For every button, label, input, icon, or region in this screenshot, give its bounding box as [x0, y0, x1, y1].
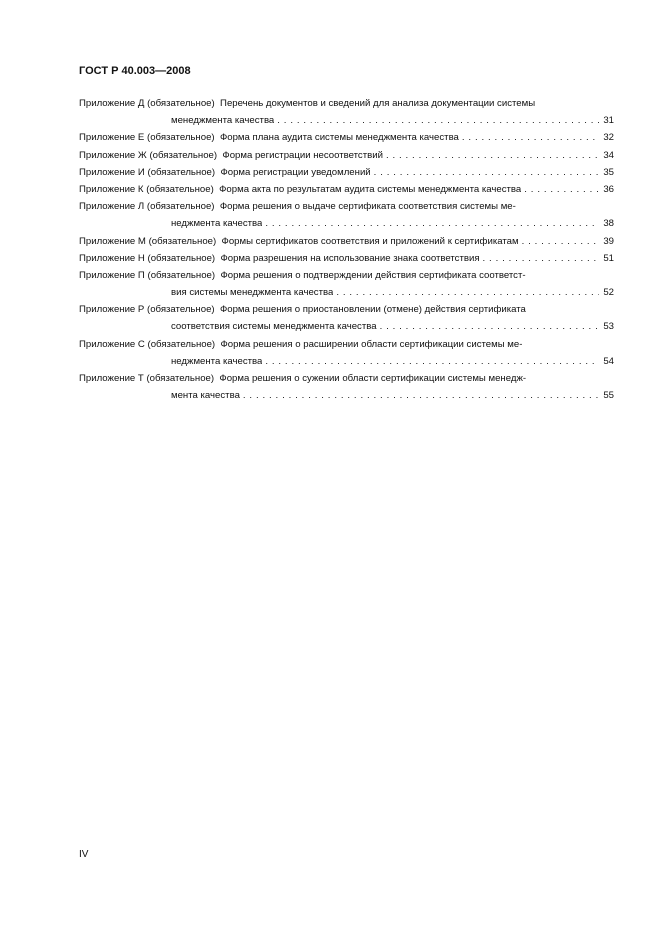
- toc-entry-line: [79, 370, 614, 387]
- dot-leader: [277, 112, 599, 129]
- toc-entry-title-continued: соответствия системы менеджмента качества: [171, 321, 377, 333]
- toc-entry: [79, 198, 614, 232]
- toc-entry-line: [79, 250, 614, 267]
- table-of-contents: [79, 95, 614, 404]
- toc-entry-text: [79, 336, 522, 353]
- toc-entry-line: [79, 336, 614, 353]
- toc-entry-title-continued: менеджмента качества: [171, 115, 275, 127]
- toc-entry-title-continued: неджмента качества: [171, 218, 263, 230]
- toc-entry: [79, 95, 614, 129]
- toc-entry: [79, 233, 614, 250]
- toc-entry-title: Форма акта по результатам аудита системы менеджмента качества: [219, 183, 522, 195]
- toc-page-number: 35: [603, 166, 614, 178]
- toc-entry: [79, 370, 614, 404]
- dot-leader: [265, 353, 599, 370]
- toc-entry-text: [79, 198, 516, 215]
- toc-page-number: 53: [603, 321, 614, 333]
- toc-page-number: 34: [603, 149, 614, 161]
- toc-entry: [79, 181, 614, 198]
- toc-entry-label: Приложение И (обязательное): [79, 166, 216, 178]
- toc-entry-text: [79, 129, 459, 146]
- toc-page-number: 54: [603, 355, 614, 367]
- toc-page-number: 36: [603, 183, 614, 195]
- dot-leader: [462, 129, 599, 146]
- toc-page-number: 32: [603, 132, 614, 144]
- toc-page-number: 39: [603, 235, 614, 247]
- dot-leader: [483, 250, 599, 267]
- toc-entry-label: Приложение М (обязательное): [79, 235, 217, 247]
- toc-page-number: 51: [603, 252, 614, 264]
- dot-leader: [265, 215, 599, 232]
- toc-entry-text: [79, 95, 535, 112]
- dot-leader: [336, 284, 599, 301]
- toc-entry: [79, 164, 614, 181]
- toc-entry-line: [79, 181, 614, 198]
- toc-entry-label: Приложение К (обязательное): [79, 183, 214, 195]
- toc-entry-title: Формы сертификатов соответствия и приложений к сертификатам: [221, 235, 519, 247]
- toc-entry-line: [79, 215, 614, 232]
- toc-page-number: 31: [603, 115, 614, 127]
- toc-entry-line: [79, 198, 614, 215]
- toc-entry-title: Форма регистрации несоответствий: [222, 149, 383, 161]
- toc-entry-label: Приложение Р (обязательное): [79, 304, 215, 316]
- toc-entry-text: [79, 233, 519, 250]
- dot-leader: [524, 181, 599, 198]
- toc-entry-label: Приложение С (обязательное): [79, 338, 216, 350]
- toc-entry-title: Форма решения о расширении области сертификации системы ме-: [220, 338, 523, 350]
- toc-entry-line: [79, 318, 614, 335]
- toc-entry-title: Форма регистрации уведомлений: [220, 166, 371, 178]
- toc-entry-line: [79, 284, 614, 301]
- dot-leader: [386, 147, 599, 164]
- toc-entry-title: Перечень документов и сведений для анализа документации системы: [220, 98, 536, 109]
- toc-page-number: 52: [603, 287, 614, 299]
- toc-entry-line: [79, 129, 614, 146]
- toc-entry-title-continued: неджмента качества: [171, 355, 263, 367]
- toc-entry: [79, 250, 614, 267]
- toc-entry-line: [79, 147, 614, 164]
- toc-entry-text: [79, 267, 526, 284]
- toc-entry-title: Форма решения о подтверждении действия сертификата соответст-: [220, 269, 526, 281]
- dot-leader: [243, 387, 599, 404]
- toc-entry-line: [79, 164, 614, 181]
- toc-entry-title: Форма решения о приостановлении (отмене) действия сертификата: [219, 304, 526, 316]
- toc-entry-line: [79, 95, 614, 112]
- toc-entry-line: [79, 112, 614, 129]
- toc-entry-title: Форма решения о сужении области сертификации системы менедж-: [219, 373, 527, 384]
- toc-entry-text: [79, 164, 371, 181]
- toc-entry-label: Приложение Н (обязательное): [79, 252, 216, 264]
- toc-entry: [79, 267, 614, 301]
- toc-entry-text: [79, 147, 383, 164]
- toc-entry: [79, 147, 614, 164]
- toc-entry-title: Форма плана аудита системы менеджмента качества: [219, 132, 459, 144]
- toc-entry-line: [79, 301, 614, 318]
- toc-entry-title-continued: вия системы менеджмента качества: [171, 287, 334, 299]
- toc-page-number: 55: [603, 390, 614, 402]
- dot-leader: [522, 233, 599, 250]
- toc-entry: [79, 301, 614, 335]
- page-number: IV: [79, 849, 89, 860]
- toc-entry: [79, 336, 614, 370]
- dot-leader: [380, 318, 599, 335]
- toc-entry-title: Форма решения о выдаче сертификата соответствия системы ме-: [219, 201, 516, 213]
- toc-entry-line: [79, 233, 614, 250]
- toc-entry-line: [79, 353, 614, 370]
- toc-entry-label: Приложение Д (обязательное): [79, 98, 215, 109]
- toc-entry-text: [79, 181, 521, 198]
- toc-page-number: 38: [603, 218, 614, 230]
- toc-entry-label: Приложение Е (обязательное): [79, 132, 215, 144]
- toc-entry-label: Приложение Ж (обязательное): [79, 149, 218, 161]
- toc-entry-title: Форма разрешения на использование знака соответствия: [220, 252, 480, 264]
- toc-entry-label: Приложение Т (обязательное): [79, 373, 215, 384]
- toc-entry-label: Приложение Л (обязательное): [79, 201, 215, 213]
- toc-entry-line: [79, 387, 614, 404]
- toc-entry-title-continued: мента качества: [171, 390, 240, 402]
- toc-entry: [79, 129, 614, 146]
- toc-entry-text: [79, 250, 480, 267]
- toc-entry-label: Приложение П (обязательное): [79, 269, 216, 281]
- toc-entry-text: [79, 301, 526, 318]
- toc-entry-line: [79, 267, 614, 284]
- dot-leader: [374, 164, 599, 181]
- document-header: ГОСТ Р 40.003—2008: [79, 65, 191, 77]
- toc-entry-text: [79, 370, 526, 387]
